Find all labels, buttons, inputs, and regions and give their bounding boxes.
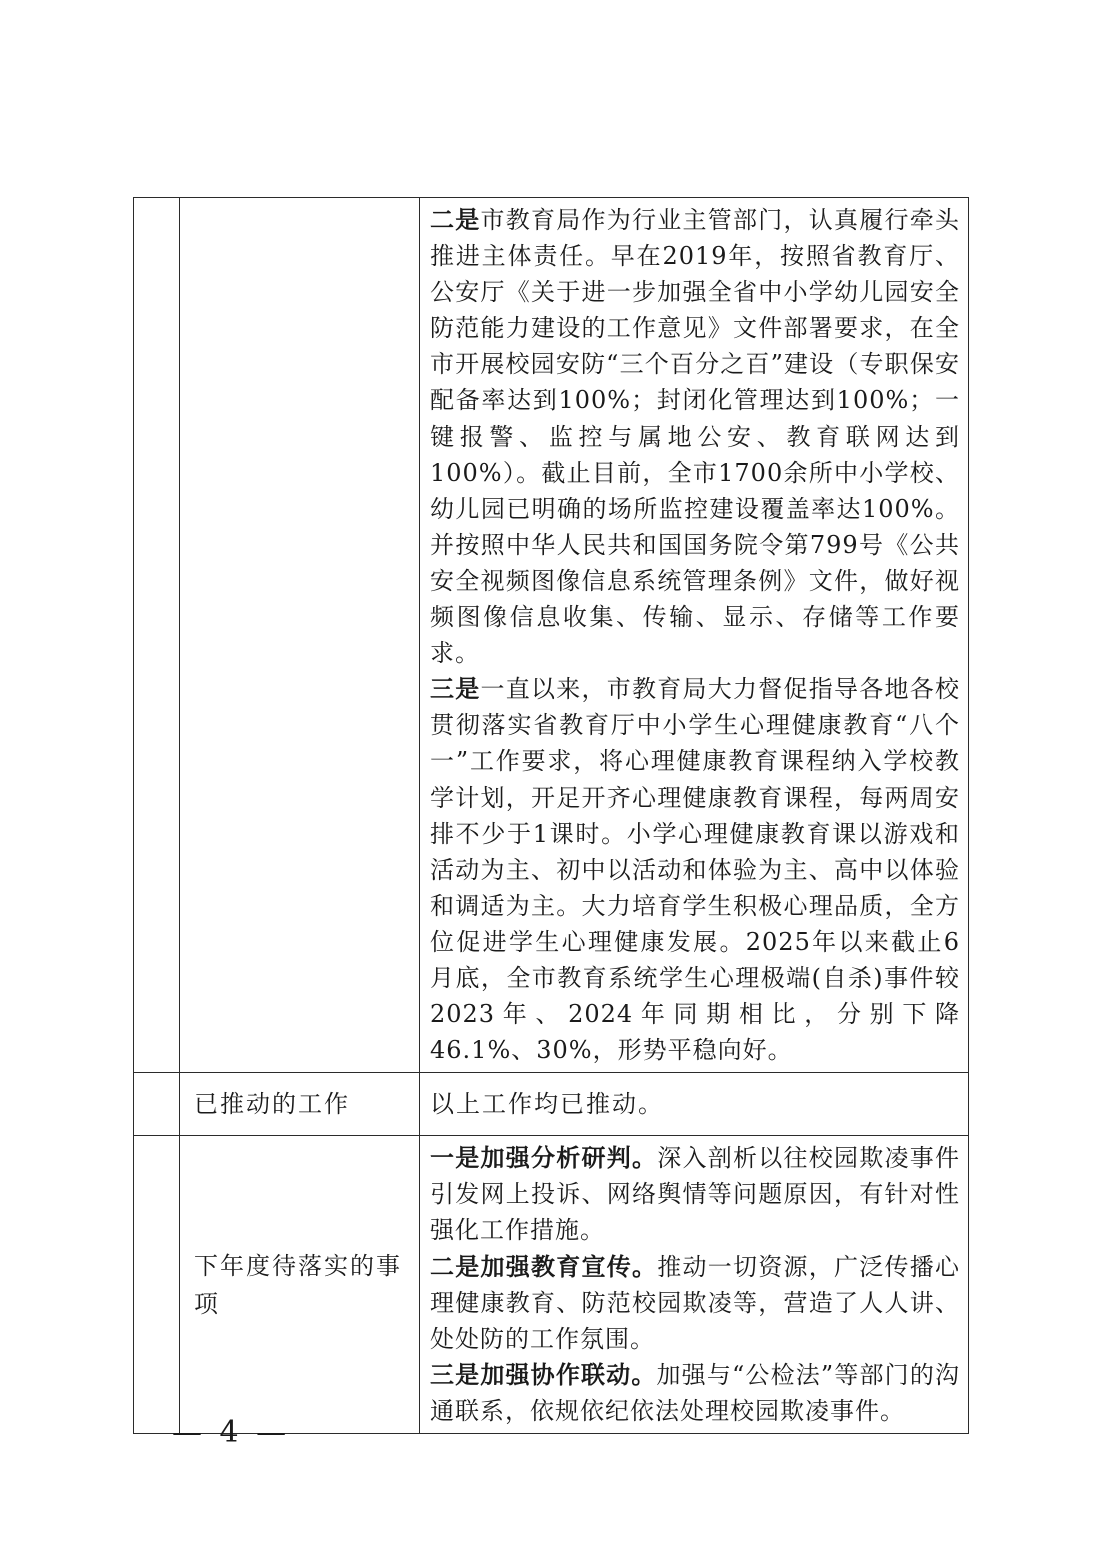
item-lead: 二是加强教育宣传。 xyxy=(430,1252,658,1281)
index-cell xyxy=(134,198,180,1073)
item-text: 深入剖析以往校园欺凌事件引发网上投诉、网络舆情等问题原因，有针对性强化工作措施。 xyxy=(430,1144,960,1245)
paragraph-3 xyxy=(430,671,960,1068)
index-cell xyxy=(134,1073,180,1136)
item-text: 加强与“公检法”等部门的沟通联系，依规依纪依法处理校园欺凌事件。 xyxy=(430,1360,960,1425)
paragraph-lead: 二是 xyxy=(430,206,481,234)
table-row xyxy=(134,1136,969,1434)
paragraph-text: 市教育局作为行业主管部门，认真履行牵头推进主体责任。早在2019年，按照省教育厅、公安厅《关于进一步加强全省中小学幼儿园安全防范能力建设的工作意见》文件部署要求，在全市开展校园安防“三个百分之百”建设（专职保安配备率达到100%；封闭化管理达到100%；一键报警、监控与属地公安、教育联网达到100%）。截止目前，全市1700余所中小学校、幼儿园已明确的场所监控建设覆盖率达100%。并按照中华人民共和国国务院令第799号《公共安全视频图像信息系统管理条例》文件，做好视频图像信息收集、传输、显示、存储等工作要求。 xyxy=(430,206,960,668)
item-3 xyxy=(430,1357,960,1429)
index-cell xyxy=(134,1136,180,1434)
label-cell-completed-work: 已推动的工作 xyxy=(180,1073,420,1136)
item-1 xyxy=(430,1140,960,1248)
paragraph-2 xyxy=(430,202,960,671)
next-year-content xyxy=(420,1136,969,1434)
item-text: 推动一切资源，广泛传播心理健康教育、防范校园欺凌等，营造了人人讲、处处防的工作氛围。 xyxy=(430,1252,960,1353)
document-table xyxy=(133,197,969,1434)
item-lead: 三是加强协作联动。 xyxy=(430,1360,657,1389)
item-lead: 一是加强分析研判。 xyxy=(430,1144,658,1173)
table-row xyxy=(134,1073,969,1136)
label-cell xyxy=(180,198,420,1073)
page-number: — 4 — xyxy=(172,1415,291,1450)
table-row xyxy=(134,198,969,1073)
paragraph-text: 一直以来，市教育局大力督促指导各地各校贯彻落实省教育厅中小学生心理健康教育“八个一”工作要求，将心理健康教育课程纳入学校教学计划，开足开齐心理健康教育课程，每两周安排不少于1课时。小学心理健康教育课以游戏和活动为主、初中以活动和体验为主、高中以体验和调适为主。大力培育学生积极心理品质，全方位促进学生心理健康发展。2025年以来截止6月底，全市教育系统学生心理极端(自杀)事件较2023年、2024年同期相比，分别下降46.1%、30%，形势平稳向好。 xyxy=(430,675,960,1065)
label-cell-next-year-items: 下年度待落实的事项 xyxy=(180,1136,420,1434)
paragraph-lead: 三是 xyxy=(430,675,481,704)
content-cell xyxy=(420,198,969,1073)
completed-work-content: 以上工作均已推动。 xyxy=(420,1073,969,1136)
item-2 xyxy=(430,1249,960,1357)
